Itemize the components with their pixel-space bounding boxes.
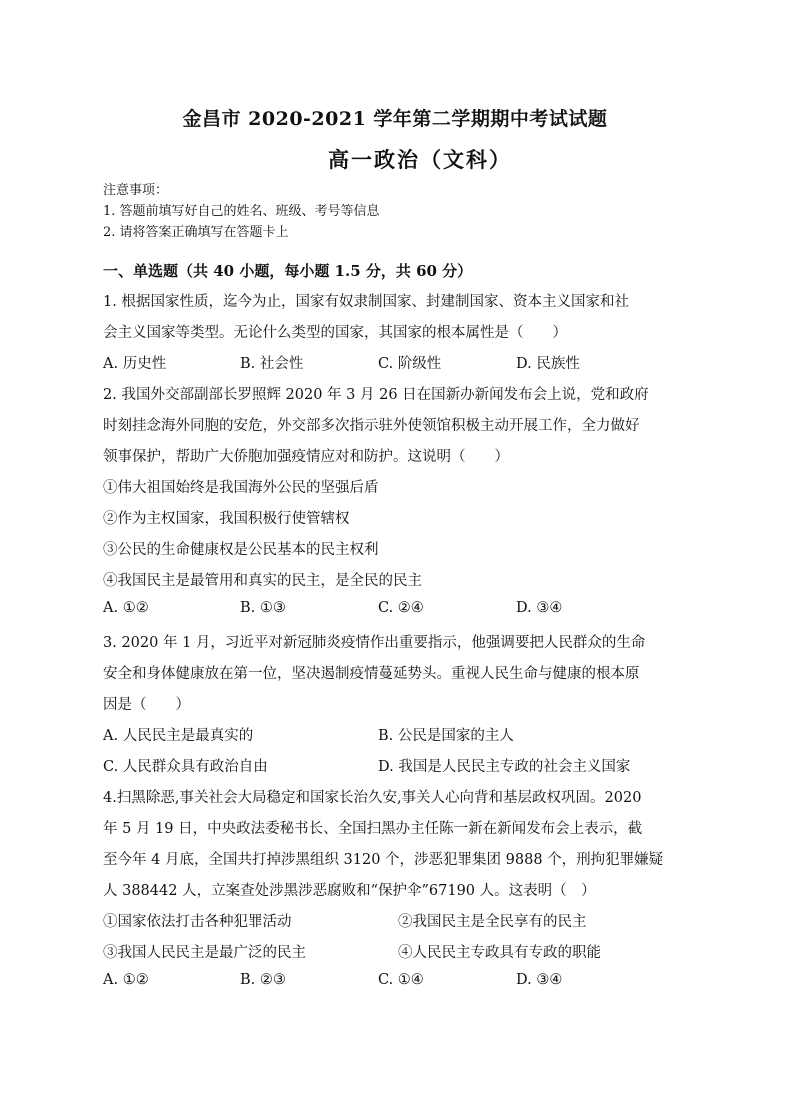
question-4-option-c: C. ①④	[378, 972, 424, 988]
question-1-text: 会主义国家等类型。无论什么类型的国家，其国家的根本属性是（ ）	[103, 325, 567, 341]
question-2-option-d: D. ③④	[516, 600, 563, 616]
question-2-text: 时刻挂念海外同胞的安危，外交部多次指示驻外使领馆积极主动开展工作，全力做好	[103, 418, 640, 434]
question-3-text: 3. 2020 年 1 月，习近平对新冠肺炎疫情作出重要指示，他强调要把人民群众的生命	[103, 635, 646, 651]
question-4-option-b: B. ②③	[240, 972, 286, 988]
question-1-option-b: B. 社会性	[240, 356, 304, 372]
question-1-option-c: C. 阶级性	[378, 356, 442, 372]
section-heading: 一、单选题（共 40 小题，每小题 1.5 分，共 60 分）	[103, 262, 473, 280]
question-4-statement: ①国家依法打击各种犯罪活动	[103, 914, 292, 930]
question-3-text: 因是（ ）	[103, 697, 190, 713]
notice-block	[103, 180, 380, 243]
notice-item: 1. 答题前填写好自己的姓名、班级、考号等信息	[103, 204, 380, 219]
question-4-statement: ③我国人民民主是最广泛的民主	[103, 945, 306, 961]
question-2-statement: ②作为主权国家，我国积极行使管辖权	[103, 511, 350, 527]
question-3-option-a: A. 人民民主是最真实的	[103, 728, 254, 744]
question-2-statement: ③公民的生命健康权是公民基本的民主权利	[103, 542, 379, 558]
question-4-text: 至今年 4 月底，全国共打掉涉黑组织 3120 个，涉恶犯罪集团 9888 个，刑拘犯罪嫌疑	[103, 852, 664, 868]
question-3-option-b: B. 公民是国家的主人	[378, 728, 514, 744]
exam-title: 金昌市 2020-2021 学年第二学期期中考试试题	[182, 108, 608, 130]
question-4-option-a: A. ①②	[103, 972, 149, 988]
question-2-option-c: C. ②④	[378, 600, 424, 616]
question-2-statement: ①伟大祖国始终是我国海外公民的坚强后盾	[103, 480, 379, 496]
question-2-text: 2. 我国外交部副部长罗照辉 2020 年 3 月 26 日在国新办新闻发布会上说，党和政府	[103, 387, 649, 403]
question-3-option-c: C. 人民群众具有政治自由	[103, 759, 268, 775]
question-3-text: 安全和身体健康放在第一位，坚决遏制疫情蔓延势头。重视人民生命与健康的根本原	[103, 666, 640, 682]
question-1-option-d: D. 民族性	[516, 356, 580, 372]
question-1-text: 1. 根据国家性质，迄今为止，国家有奴隶制国家、封建制国家、资本主义国家和社	[103, 294, 629, 310]
notice-item: 2. 请将答案正确填写在答题卡上	[103, 225, 289, 240]
question-2-statement: ④我国民主是最管用和真实的民主，是全民的民主	[103, 573, 422, 589]
question-4-text: 年 5 月 19 日，中央政法委秘书长、全国扫黑办主任陈一新在新闻发布会上表示，截	[103, 821, 643, 837]
question-3-option-d: D. 我国是人民民主专政的社会主义国家	[378, 759, 631, 775]
exam-subtitle: 高一政治（文科）	[328, 147, 512, 172]
question-2-option-a: A. ①②	[103, 600, 149, 616]
notice-heading: 注意事项：	[103, 183, 169, 198]
question-4-statement: ②我国民主是全民享有的民主	[398, 914, 587, 930]
question-4-option-d: D. ③④	[516, 972, 563, 988]
question-2-text: 领事保护，帮助广大侨胞加强疫情应对和防护。这说明（ ）	[103, 449, 509, 465]
question-4-statement: ④人民民主专政具有专政的职能	[398, 945, 601, 961]
question-2-option-b: B. ①③	[240, 600, 286, 616]
question-1-option-a: A. 历史性	[103, 356, 167, 372]
question-4-text: 人 388442 人，立案查处涉黑涉恶腐败和“保护伞”67190 人。这表明（ ）	[103, 883, 596, 899]
question-4-text: 4.扫黑除恶,事关社会大局稳定和国家长治久安,事关人心向背和基层政权巩固。2020	[103, 790, 642, 806]
